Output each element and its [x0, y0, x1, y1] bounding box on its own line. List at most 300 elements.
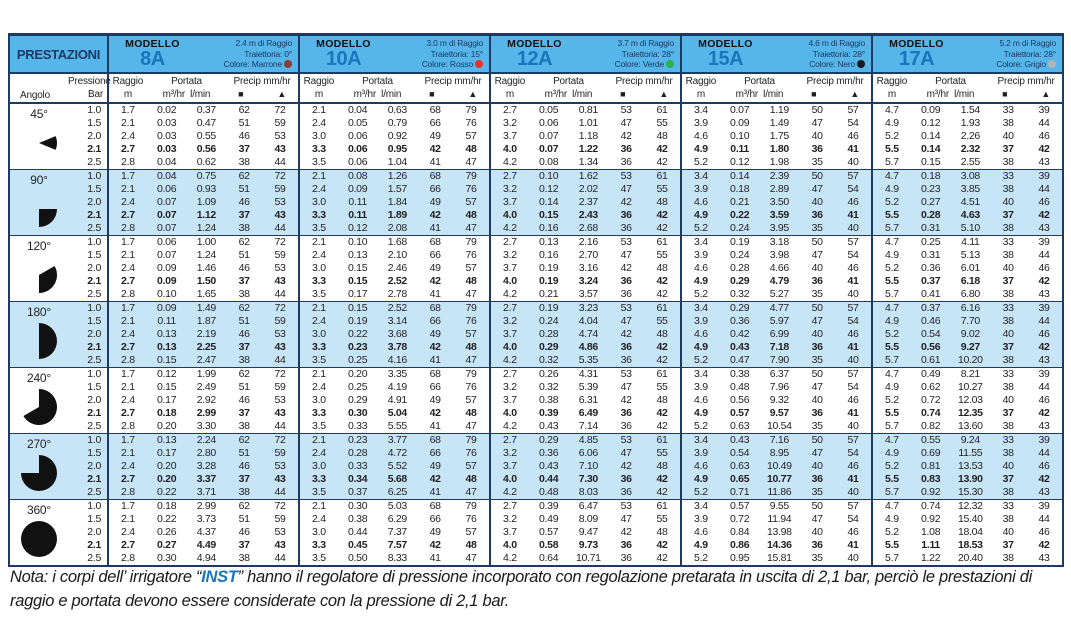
- raggio-value: 5.5: [885, 407, 899, 419]
- raggio-value: 3.9: [694, 447, 708, 459]
- precip-square-value: 40: [1002, 460, 1014, 472]
- m3hr-value: 0.06: [157, 183, 177, 195]
- triangle-icon: ▲: [468, 89, 478, 99]
- square-icon: ■: [1002, 89, 1008, 99]
- precip-square-value: 68: [429, 368, 441, 380]
- precip-triangle-value: 43: [1038, 288, 1050, 300]
- model-data-17a: [871, 236, 1062, 301]
- lmin-value: 4.16: [387, 354, 407, 366]
- precip-triangle-value: 43: [274, 341, 286, 353]
- lmin-value: 3.35: [387, 368, 407, 380]
- precip-triangle-value: 57: [465, 394, 477, 406]
- raggio-value: 5.2: [885, 328, 899, 340]
- table-row: [491, 315, 680, 328]
- raggio-value: 2.7: [503, 302, 517, 314]
- precip-triangle-value: 42: [656, 288, 668, 300]
- precip-triangle-value: 59: [274, 381, 286, 393]
- raggio-value: 2.1: [121, 249, 135, 261]
- raggio-value: 4.0: [503, 341, 517, 353]
- raggio-value: 1.7: [121, 500, 135, 512]
- precip-triangle-value: 55: [656, 381, 668, 393]
- raggio-value: 4.2: [503, 552, 517, 564]
- precip-triangle-value: 57: [847, 170, 859, 182]
- raggio-value: 4.7: [885, 236, 899, 248]
- table-row: [873, 420, 1062, 433]
- precip-square-value: 36: [620, 420, 632, 432]
- precip-square-value: 33: [1002, 368, 1014, 380]
- precip-triangle-value: 48: [656, 130, 668, 142]
- precip-square-value: 46: [238, 328, 250, 340]
- m3hr-value: 0.12: [730, 156, 750, 168]
- raggio-value: 2.4: [312, 381, 326, 393]
- pressure-value: 1.5: [87, 249, 101, 261]
- precip-triangle-value: 76: [465, 183, 477, 195]
- m3hr-value: 0.29: [730, 302, 750, 314]
- lmin-value: 1.57: [387, 183, 407, 195]
- raggio-value: 2.1: [121, 381, 135, 393]
- raggio-value: 2.8: [121, 354, 135, 366]
- table-row: [300, 460, 489, 473]
- lmin-value: 1.98: [769, 156, 789, 168]
- precip-square-value: 37: [238, 209, 250, 221]
- m3hr-value: 0.37: [921, 275, 941, 287]
- precip-square-value: 46: [238, 394, 250, 406]
- lmin-value: 10.27: [957, 381, 983, 393]
- lmin-value: 0.55: [196, 130, 216, 142]
- table-row: [300, 143, 489, 156]
- precip-square-value: 51: [238, 513, 250, 525]
- precip-square-value: 38: [1002, 183, 1014, 195]
- precip-triangle-value: 44: [274, 420, 286, 432]
- m3hr-value: 0.32: [539, 354, 559, 366]
- m3hr-value: 0.13: [157, 328, 177, 340]
- precip-square-value: 40: [811, 130, 823, 142]
- m3hr-value: 0.16: [539, 222, 559, 234]
- precip-triangle-value: 72: [274, 104, 286, 116]
- raggio-value: 1.7: [121, 302, 135, 314]
- precip-square-value: 42: [620, 328, 632, 340]
- precip-square-value: 50: [811, 500, 823, 512]
- precip-square-value: 51: [238, 117, 250, 129]
- raggio-header: Raggio m: [685, 76, 717, 100]
- table-row: [109, 143, 298, 156]
- raggio-value: 4.6: [694, 196, 708, 208]
- lmin-value: 1.68: [387, 236, 407, 248]
- lmin-value: 0.47: [196, 117, 216, 129]
- precip-triangle-value: 40: [847, 156, 859, 168]
- lmin-value: 4.51: [960, 196, 980, 208]
- precip-square-value: 35: [811, 222, 823, 234]
- precip-triangle-value: 41: [847, 209, 859, 221]
- table-row: [491, 473, 680, 486]
- footnote-prefix: Nota: i corpi dell’ irrigatore “: [10, 568, 202, 586]
- precip-triangle-value: 53: [274, 460, 286, 472]
- m3hr-value: 0.32: [539, 381, 559, 393]
- raggio-value: 3.7: [503, 130, 517, 142]
- table-row: [300, 156, 489, 169]
- table-row: [682, 354, 871, 367]
- raggio-value: 3.9: [694, 381, 708, 393]
- lmin-value: 5.27: [769, 288, 789, 300]
- precip-triangle-value: 40: [847, 222, 859, 234]
- lmin-value: 6.99: [769, 328, 789, 340]
- lmin-value: 2.89: [769, 183, 789, 195]
- lmin-value: 10.20: [957, 354, 983, 366]
- pressure-value: 2.0: [87, 262, 101, 274]
- table-row: [873, 500, 1062, 513]
- precip-square-value: 49: [429, 196, 441, 208]
- precip-triangle-value: 79: [465, 368, 477, 380]
- precip-square-value: 42: [620, 130, 632, 142]
- pressure-column: [68, 104, 107, 169]
- lmin-value: 4.91: [387, 394, 407, 406]
- precip-triangle-value: 59: [274, 183, 286, 195]
- table-row: [109, 209, 298, 222]
- table-row: [491, 526, 680, 539]
- raggio-header: Raggio m: [494, 76, 526, 100]
- lmin-value: 1.22: [578, 143, 598, 155]
- lmin-value: 10.71: [575, 552, 601, 564]
- pressure-value: 1.5: [87, 183, 101, 195]
- table-row: [109, 275, 298, 288]
- table-row: [109, 183, 298, 196]
- model-data-12a: [489, 368, 680, 433]
- m3hr-value: 0.20: [157, 420, 177, 432]
- precip-square-value: 66: [429, 381, 441, 393]
- precip-triangle-value: 40: [847, 354, 859, 366]
- m3hr-value: 0.22: [348, 328, 368, 340]
- precip-triangle-value: 54: [847, 381, 859, 393]
- raggio-value: 3.9: [694, 183, 708, 195]
- table-row: [109, 447, 298, 460]
- m3hr-value: 0.17: [157, 394, 177, 406]
- raggio-value: 2.7: [503, 170, 517, 182]
- precip-triangle-value: 55: [656, 183, 668, 195]
- precip-triangle-value: 41: [847, 407, 859, 419]
- table-row: [300, 209, 489, 222]
- precip-triangle-value: 42: [656, 209, 668, 221]
- model-data-10a: [298, 368, 489, 433]
- m3hr-value: 0.08: [348, 170, 368, 182]
- precip-square-value: 53: [620, 104, 632, 116]
- raggio-value: 4.9: [694, 539, 708, 551]
- lmin-value: 2.92: [196, 394, 216, 406]
- table-row: [109, 473, 298, 486]
- precip-square-value: 51: [238, 315, 250, 327]
- lmin-value: 2.49: [196, 381, 216, 393]
- pressure-value: 2.5: [87, 288, 101, 300]
- raggio-value: 4.9: [885, 381, 899, 393]
- raggio-value: 2.4: [121, 460, 135, 472]
- lmin-value: 4.72: [387, 447, 407, 459]
- precip-triangle-value: 57: [847, 236, 859, 248]
- precip-square-value: 62: [238, 434, 250, 446]
- precip-square-value: 38: [1002, 513, 1014, 525]
- lmin-value: 2.25: [196, 341, 216, 353]
- precip-triangle-value: 57: [847, 104, 859, 116]
- raggio-value: 3.9: [694, 315, 708, 327]
- angle-block-90: [10, 169, 1062, 235]
- precip-triangle-value: 48: [465, 341, 477, 353]
- lmin-value: 4.79: [769, 275, 789, 287]
- m3hr-value: 0.15: [348, 302, 368, 314]
- lmin-value: 1.19: [769, 104, 789, 116]
- table-row: [682, 130, 871, 143]
- table-row: [682, 302, 871, 315]
- precip-square-value: 49: [429, 328, 441, 340]
- table-row: [109, 302, 298, 315]
- model-radius: 3.7 m di Raggio: [617, 38, 674, 49]
- raggio-value: 2.7: [503, 500, 517, 512]
- m3hr-value: 0.95: [730, 552, 750, 564]
- table-row: [682, 117, 871, 130]
- raggio-value: 4.0: [503, 209, 517, 221]
- table-row: [491, 394, 680, 407]
- table-row: [682, 407, 871, 420]
- table-row: [682, 447, 871, 460]
- model-color: Colore: Grigio: [960, 59, 1056, 70]
- lmin-value: 3.50: [769, 196, 789, 208]
- footnote: [10, 566, 1060, 614]
- raggio-value: 5.2: [694, 420, 708, 432]
- lmin-value: 7.10: [578, 460, 598, 472]
- precip-square-value: 62: [238, 368, 250, 380]
- raggio-value: 2.1: [312, 170, 326, 182]
- model-name: 15A: [707, 48, 744, 71]
- precip-square-value: 47: [811, 183, 823, 195]
- lmin-value: 2.26: [960, 130, 980, 142]
- precip-square-value: 38: [1002, 117, 1014, 129]
- precip-square-value: 41: [429, 420, 441, 432]
- table-row: [682, 552, 871, 565]
- precip-triangle-value: 42: [656, 156, 668, 168]
- lmin-value: 0.93: [196, 183, 216, 195]
- lmin-value: 1.01: [578, 117, 598, 129]
- raggio-value: 2.7: [121, 209, 135, 221]
- precip-square-value: 49: [429, 130, 441, 142]
- precip-triangle-value: 48: [656, 460, 668, 472]
- precip-triangle-value: 46: [847, 328, 859, 340]
- precip-triangle-value: 39: [1038, 104, 1050, 116]
- table-row: [873, 552, 1062, 565]
- precip-triangle-value: 48: [656, 196, 668, 208]
- model-data-8a: [107, 500, 298, 565]
- precip-triangle-value: 43: [274, 209, 286, 221]
- table-body: [10, 104, 1062, 565]
- model-info: [387, 38, 489, 70]
- m3hr-value: 0.02: [157, 104, 177, 116]
- precip-square-value: 40: [811, 460, 823, 472]
- m3hr-value: 0.24: [730, 249, 750, 261]
- precip-square-value: 35: [811, 354, 823, 366]
- pressure-column: [68, 302, 107, 367]
- precip-square-value: 47: [620, 183, 632, 195]
- table-row: [873, 275, 1062, 288]
- angle-cell: [10, 170, 68, 235]
- m3hr-value: 0.30: [348, 407, 368, 419]
- lmin-value: 4.74: [578, 328, 598, 340]
- pressure-column: [68, 368, 107, 433]
- precip-triangle-value: 57: [465, 526, 477, 538]
- precip-triangle-value: 44: [274, 486, 286, 498]
- precip-square-value: 47: [811, 117, 823, 129]
- raggio-value: 2.8: [121, 486, 135, 498]
- precip-triangle-value: 53: [274, 526, 286, 538]
- pressure-value: 2.1: [87, 539, 101, 551]
- pressure-value: 2.0: [87, 394, 101, 406]
- lmin-value: 1.87: [196, 315, 216, 327]
- lmin-value: 3.78: [387, 341, 407, 353]
- table-row: [682, 315, 871, 328]
- precip-square-value: 41: [429, 222, 441, 234]
- precip-square-value: 36: [811, 341, 823, 353]
- precip-square-value: 38: [1002, 447, 1014, 459]
- model-data-10a: [298, 170, 489, 235]
- lmin-value: 3.16: [578, 262, 598, 274]
- raggio-value: 5.2: [694, 288, 708, 300]
- portata-header: Portata m³/hr l/min: [735, 76, 784, 100]
- lmin-value: 3.95: [769, 222, 789, 234]
- precip-square-value: 36: [620, 288, 632, 300]
- lmin-value: 3.24: [578, 275, 598, 287]
- model-radius: 2.4 m di Raggio: [235, 38, 292, 49]
- precip-triangle-value: 43: [1038, 222, 1050, 234]
- precip-square-value: 53: [620, 500, 632, 512]
- m3hr-value: 0.72: [921, 394, 941, 406]
- table-row: [109, 262, 298, 275]
- raggio-value: 3.3: [312, 539, 326, 551]
- precip-triangle-value: 55: [656, 513, 668, 525]
- table-row: [109, 486, 298, 499]
- lmin-value: 1.24: [196, 222, 216, 234]
- raggio-value: 2.4: [121, 130, 135, 142]
- raggio-value: 2.4: [312, 183, 326, 195]
- pressure-column: [68, 434, 107, 499]
- precip-square-value: 35: [811, 552, 823, 564]
- precip-square-value: 49: [429, 526, 441, 538]
- m3hr-value: 0.15: [348, 262, 368, 274]
- column-header-row: [10, 74, 1062, 104]
- raggio-value: 3.5: [312, 420, 326, 432]
- lmin-value: 13.60: [957, 420, 983, 432]
- lmin-value: 5.68: [387, 473, 407, 485]
- m3hr-value: 0.29: [348, 394, 368, 406]
- m3hr-value: 0.22: [157, 486, 177, 498]
- raggio-value: 2.7: [503, 236, 517, 248]
- table-row: [109, 288, 298, 301]
- prestazioni-header: PRESTAZIONI: [16, 46, 101, 62]
- raggio-value: 3.9: [694, 249, 708, 261]
- precip-triangle-value: 43: [274, 407, 286, 419]
- raggio-value: 3.9: [694, 513, 708, 525]
- table-row: [109, 381, 298, 394]
- lmin-value: 6.16: [960, 302, 980, 314]
- lmin-value: 2.10: [387, 249, 407, 261]
- precip-square-value: 33: [1002, 170, 1014, 182]
- model-data-15a: [680, 434, 871, 499]
- lmin-value: 5.04: [387, 407, 407, 419]
- lmin-value: 4.63: [960, 209, 980, 221]
- table-row: [873, 262, 1062, 275]
- precip-square-value: 40: [811, 526, 823, 538]
- m3hr-value: 0.13: [348, 249, 368, 261]
- lmin-value: 3.28: [196, 460, 216, 472]
- precip-square-value: 40: [811, 262, 823, 274]
- table-row: [873, 249, 1062, 262]
- m3hr-value: 0.34: [348, 473, 368, 485]
- precip-triangle-value: 46: [847, 526, 859, 538]
- model-data-8a: [107, 170, 298, 235]
- angle-cell: [10, 104, 68, 169]
- angle-label: 180°: [26, 305, 52, 319]
- precip-triangle-value: 42: [656, 143, 668, 155]
- lmin-value: 4.85: [578, 434, 598, 446]
- precip-square-value: 33: [1002, 236, 1014, 248]
- model-title: [300, 39, 387, 70]
- table-row: [491, 447, 680, 460]
- angle-pie-icon: [19, 453, 59, 493]
- precip-triangle-value: 61: [656, 500, 668, 512]
- raggio-value: 3.7: [503, 328, 517, 340]
- table-row: [682, 368, 871, 381]
- table-row: [300, 368, 489, 381]
- subcolumn-headers: [680, 74, 871, 102]
- lmin-value: 1.93: [960, 117, 980, 129]
- precip-triangle-value: 41: [847, 341, 859, 353]
- lmin-value: 1.54: [960, 104, 980, 116]
- precip-square-value: 38: [1002, 354, 1014, 366]
- square-icon: ■: [238, 89, 244, 99]
- precip-square-value: 50: [811, 434, 823, 446]
- lmin-value: 7.90: [769, 354, 789, 366]
- m3hr-value: 0.08: [539, 156, 559, 168]
- m3hr-value: 0.07: [730, 104, 750, 116]
- precip-triangle-value: 76: [465, 381, 477, 393]
- table-row: [491, 500, 680, 513]
- precip-triangle-value: 47: [465, 486, 477, 498]
- lmin-value: 4.04: [578, 315, 598, 327]
- model-trajectory: Traiettoria: 28°: [1003, 48, 1056, 59]
- model-data-10a: [298, 500, 489, 565]
- raggio-value: 3.0: [312, 460, 326, 472]
- precip-triangle-value: 48: [656, 262, 668, 274]
- table-row: [491, 104, 680, 117]
- model-title: [491, 39, 578, 70]
- precip-triangle-value: 47: [465, 288, 477, 300]
- precip-square-value: 36: [620, 209, 632, 221]
- m3hr-value: 0.20: [157, 460, 177, 472]
- table-row: [109, 130, 298, 143]
- model-data-17a: [871, 104, 1062, 169]
- table-row: [873, 222, 1062, 235]
- precip-triangle-value: 59: [274, 117, 286, 129]
- table-row: [491, 275, 680, 288]
- raggio-value: 2.4: [121, 196, 135, 208]
- m3hr-value: 0.19: [730, 236, 750, 248]
- m3hr-value: 0.92: [921, 486, 941, 498]
- precip-triangle-value: 59: [274, 249, 286, 261]
- table-row: [682, 513, 871, 526]
- precip-square-value: 40: [811, 394, 823, 406]
- m3hr-value: 0.38: [730, 368, 750, 380]
- precip-square-value: 42: [620, 394, 632, 406]
- precip-square-value: 38: [1002, 249, 1014, 261]
- precip-square-value: 38: [238, 552, 250, 564]
- raggio-value: 4.7: [885, 170, 899, 182]
- model-info: [578, 38, 680, 70]
- pressure-value: 2.1: [87, 341, 101, 353]
- lmin-value: 1.09: [196, 196, 216, 208]
